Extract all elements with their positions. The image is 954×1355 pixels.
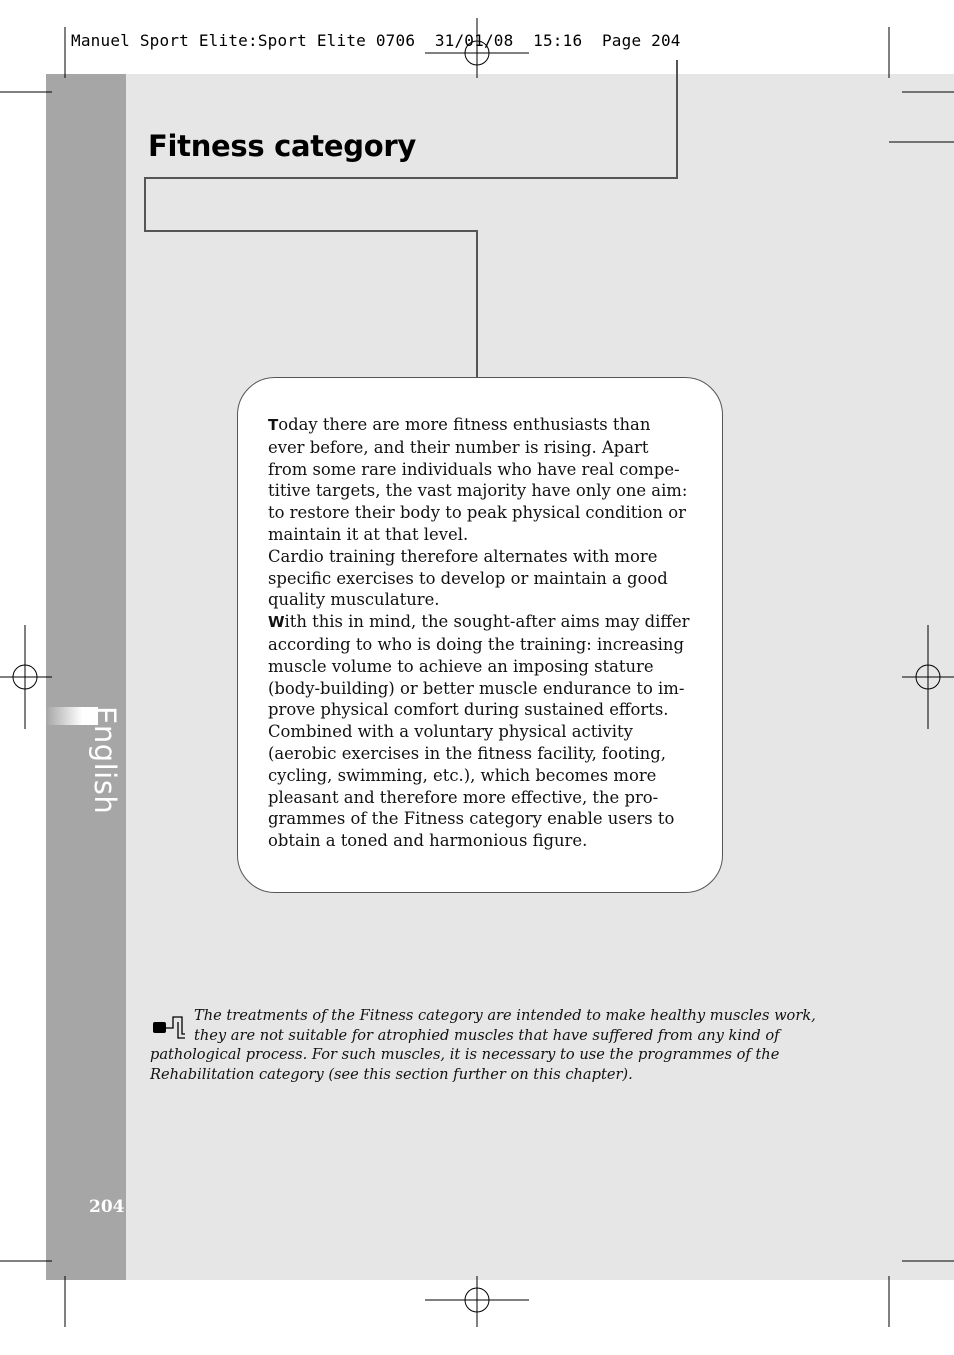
dropcap: T — [268, 416, 279, 434]
paragraph-2-line: (aerobic exercises in the fitness facility, footing, — [268, 743, 666, 763]
paragraph-2-line: prove physical comfort during sustained efforts. — [268, 700, 669, 720]
dropcap: W — [268, 613, 285, 632]
paragraph-1-line: from some rare individuals who have real compe- — [268, 459, 680, 479]
paragraph-1-line: specific exercises to develop or maintain a good — [268, 568, 668, 588]
paragraph-1-line: maintain it at that level. — [268, 524, 469, 544]
language-label: English — [88, 706, 122, 815]
paragraph-2-line: obtain a toned and harmonious figure. — [268, 831, 588, 851]
page-title: Fitness category — [148, 129, 416, 163]
paragraph-2-line: Combined with a voluntary physical activity — [268, 722, 633, 742]
paragraph-2-line: muscle volume to achieve an imposing stature — [268, 656, 654, 676]
paragraph-2-line: pleasant and therefore more effective, the pro- — [268, 787, 659, 807]
paragraph-2-line: grammes of the Fitness category enable users to — [268, 809, 675, 829]
note-line: they are not suitable for atrophied muscles that have suffered from any kind of — [194, 1026, 780, 1044]
note-line: Rehabilitation category (see this section further on this chapter). — [150, 1065, 633, 1083]
paragraph-1-line: quality musculature. — [268, 590, 440, 610]
note-text — [150, 1006, 816, 1084]
paragraph-2-line: With this in mind, the sought-after aims may differ — [268, 612, 690, 632]
paragraph-2-line: (body-building) or better muscle endurance to im- — [268, 678, 685, 698]
paragraph-1-line: titive targets, the vast majority have only one aim: — [268, 481, 688, 501]
paragraph-1-line: Cardio training therefore alternates with more — [268, 546, 658, 566]
paragraph-1-line: to restore their body to peak physical condition or — [268, 503, 686, 523]
paragraph-1-line: Today there are more fitness enthusiasts than — [268, 415, 651, 434]
paragraph-2-line: according to who is doing the training: increasing — [268, 634, 684, 654]
paragraph-1-line: ever before, and their number is rising. Apart — [268, 437, 649, 457]
page-number: 204 — [89, 1197, 125, 1217]
body-text — [268, 414, 708, 852]
print-slug: Manuel Sport Elite:Sport Elite 0706 31/01/08 15:16 Page 204 — [71, 31, 681, 50]
note-line: The treatments of the Fitness category are intended to make healthy muscles work, — [194, 1007, 816, 1024]
paragraph-2-line: cycling, swimming, etc.), which becomes more — [268, 765, 657, 785]
note-line: pathological process. For such muscles, it is necessary to use the programmes of the — [150, 1046, 780, 1063]
